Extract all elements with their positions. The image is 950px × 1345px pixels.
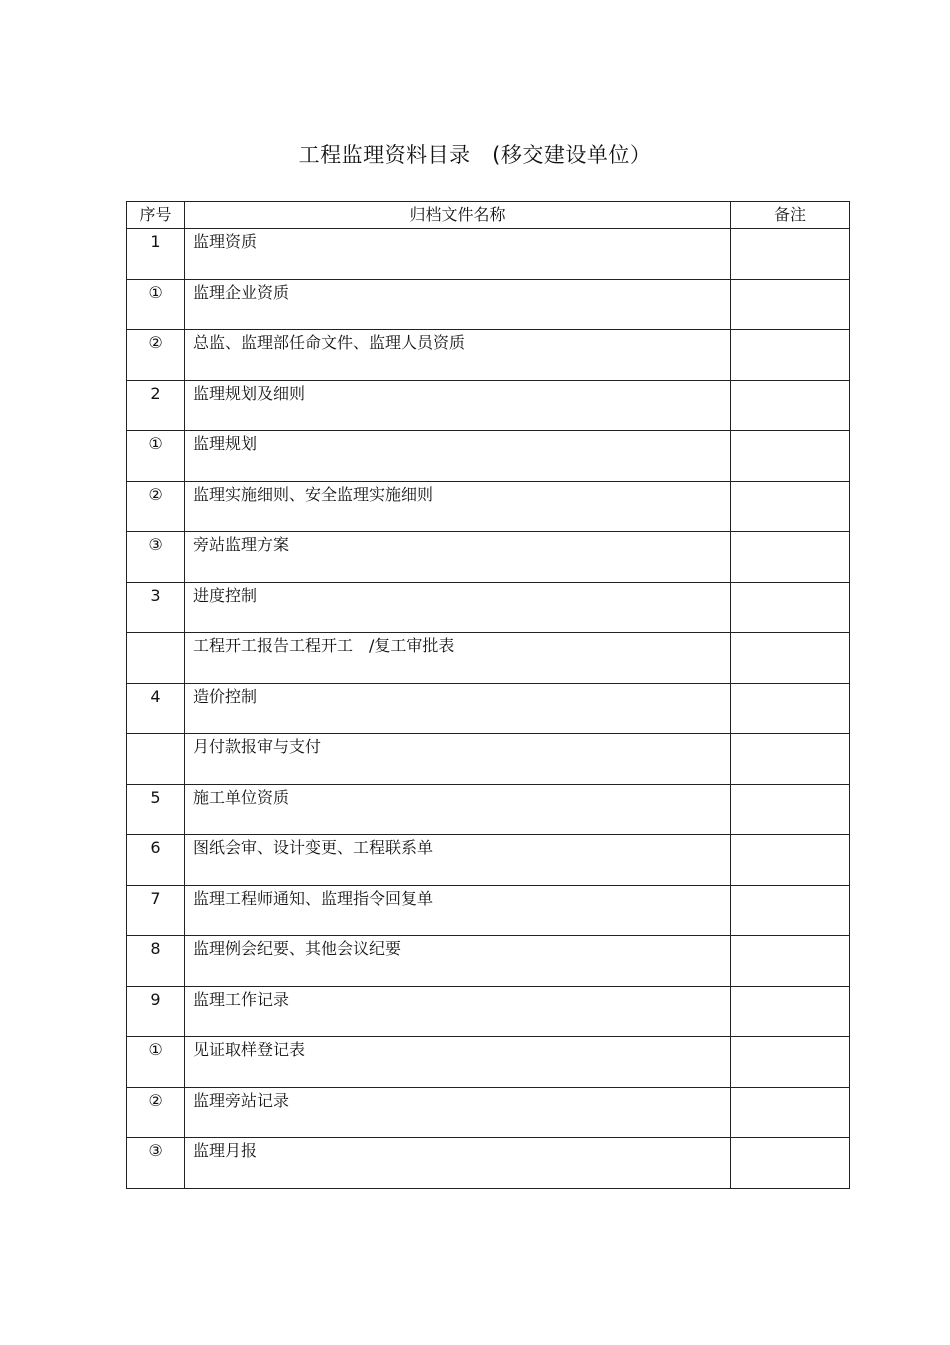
- table-row: [127, 229, 850, 280]
- row-name: 月付款报审与支付: [185, 734, 731, 785]
- row-no: ②: [127, 1087, 185, 1138]
- row-remark: [731, 481, 850, 532]
- table-row: [127, 734, 850, 785]
- row-name: 工程开工报告工程开工 /复工审批表: [185, 633, 731, 684]
- table-row: [127, 986, 850, 1037]
- row-name: 监理规划: [185, 431, 731, 482]
- row-remark: [731, 784, 850, 835]
- row-no: 7: [127, 885, 185, 936]
- row-remark: [731, 229, 850, 280]
- row-remark: [731, 380, 850, 431]
- row-no: 2: [127, 380, 185, 431]
- row-remark: [731, 986, 850, 1037]
- row-name: 总监、监理部任命文件、监理人员资质: [185, 330, 731, 381]
- row-no: 4: [127, 683, 185, 734]
- row-remark: [731, 532, 850, 583]
- row-name: 监理工程师通知、监理指令回复单: [185, 885, 731, 936]
- table-header-row: [127, 202, 850, 229]
- row-no: ①: [127, 279, 185, 330]
- row-name: 施工单位资质: [185, 784, 731, 835]
- table-row: [127, 481, 850, 532]
- table-row: [127, 380, 850, 431]
- row-no: 6: [127, 835, 185, 886]
- row-name: 监理企业资质: [185, 279, 731, 330]
- row-remark: [731, 1138, 850, 1189]
- table-row: [127, 885, 850, 936]
- row-name: 旁站监理方案: [185, 532, 731, 583]
- row-name: 监理例会纪要、其他会议纪要: [185, 936, 731, 987]
- row-remark: [731, 431, 850, 482]
- row-name: 监理资质: [185, 229, 731, 280]
- table-row: [127, 936, 850, 987]
- table-row: [127, 279, 850, 330]
- row-name: 监理规划及细则: [185, 380, 731, 431]
- row-remark: [731, 835, 850, 886]
- table-row: [127, 1138, 850, 1189]
- catalog-table: [126, 201, 850, 1189]
- row-no: 9: [127, 986, 185, 1037]
- row-no: ③: [127, 1138, 185, 1189]
- table-row: [127, 330, 850, 381]
- row-remark: [731, 885, 850, 936]
- row-remark: [731, 633, 850, 684]
- row-name: 监理旁站记录: [185, 1087, 731, 1138]
- row-no: ②: [127, 330, 185, 381]
- header-remark: 备注: [731, 202, 850, 229]
- table-row: [127, 582, 850, 633]
- row-remark: [731, 936, 850, 987]
- row-name: 进度控制: [185, 582, 731, 633]
- row-name: 图纸会审、设计变更、工程联系单: [185, 835, 731, 886]
- row-remark: [731, 582, 850, 633]
- row-remark: [731, 279, 850, 330]
- row-name: 造价控制: [185, 683, 731, 734]
- row-remark: [731, 330, 850, 381]
- table-row: [127, 532, 850, 583]
- table-row: [127, 1037, 850, 1088]
- row-no: 8: [127, 936, 185, 987]
- row-name: 见证取样登记表: [185, 1037, 731, 1088]
- row-remark: [731, 1037, 850, 1088]
- row-remark: [731, 683, 850, 734]
- row-name: 监理月报: [185, 1138, 731, 1189]
- row-remark: [731, 1087, 850, 1138]
- table-row: [127, 431, 850, 482]
- header-name: 归档文件名称: [185, 202, 731, 229]
- table-row: [127, 1087, 850, 1138]
- page-title: 工程监理资料目录 (移交建设单位）: [298, 143, 652, 167]
- row-no: [127, 633, 185, 684]
- row-name: 监理工作记录: [185, 986, 731, 1037]
- row-name: 监理实施细则、安全监理实施细则: [185, 481, 731, 532]
- row-no: ①: [127, 1037, 185, 1088]
- row-no: [127, 734, 185, 785]
- row-no: ①: [127, 431, 185, 482]
- row-no: 3: [127, 582, 185, 633]
- row-no: 1: [127, 229, 185, 280]
- row-no: 5: [127, 784, 185, 835]
- table-row: [127, 683, 850, 734]
- row-no: ②: [127, 481, 185, 532]
- table-row: [127, 633, 850, 684]
- header-no: 序号: [127, 202, 185, 229]
- row-no: ③: [127, 532, 185, 583]
- row-remark: [731, 734, 850, 785]
- table-row: [127, 835, 850, 886]
- table-row: [127, 784, 850, 835]
